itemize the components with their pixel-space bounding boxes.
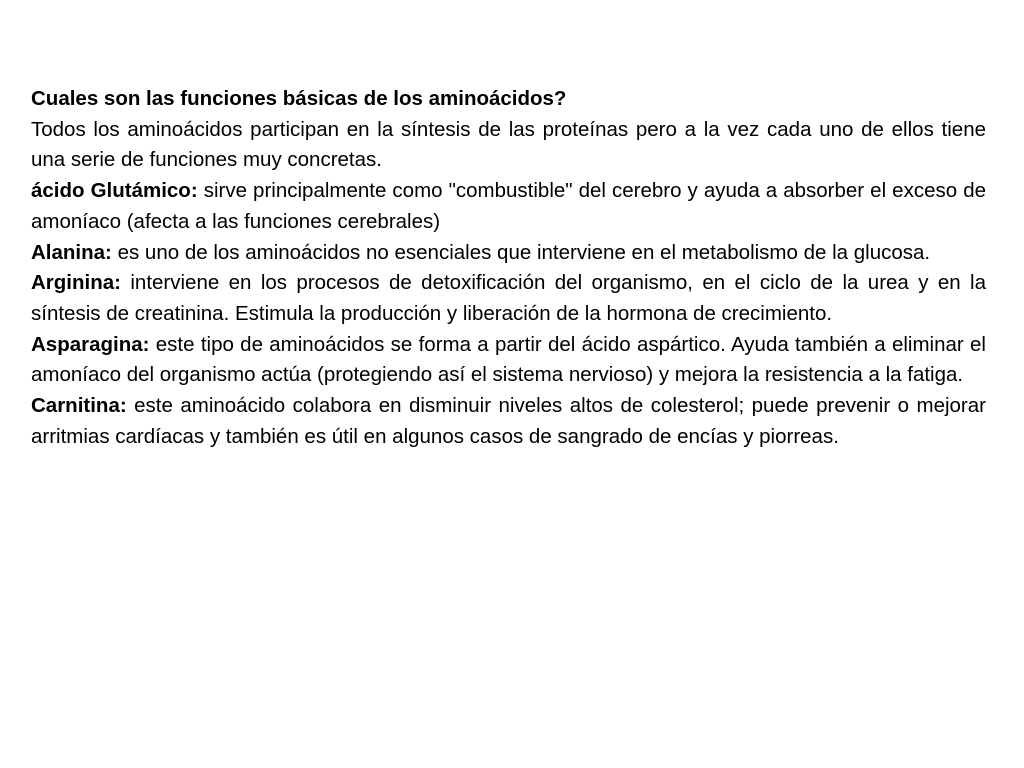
- item-carnitina: [31, 391, 986, 452]
- item-term: Carnitina:: [31, 394, 127, 418]
- item-description: este tipo de aminoácidos se forma a partir del ácido aspártico. Ayuda también a eliminar el amoníaco del organismo actúa (protegiendo así el sistema nervioso) y mejora la resistencia a la fatiga.: [31, 332, 986, 387]
- item-description: este aminoácido colabora en disminuir niveles altos de colesterol; puede prevenir o mejorar arritmias cardíacas y también es útil en algunos casos de sangrado de encías y piorreas.: [31, 394, 986, 448]
- item-term: ácido Glutámico:: [31, 179, 198, 203]
- item-term: Alanina:: [31, 240, 112, 264]
- item-description: es uno de los aminoácidos no esenciales que interviene en el metabolismo de la glucosa.: [111, 240, 931, 264]
- item-description: sirve principalmente como "combustible" del cerebro y ayuda a absorber el exceso de amoníaco (afecta a las funciones cerebrales): [31, 179, 986, 233]
- item-arginina: [31, 268, 986, 329]
- item-alanina: [31, 238, 986, 269]
- text-body: [31, 84, 986, 452]
- item-term: Arginina:: [31, 271, 121, 295]
- intro-paragraph: Todos los aminoácidos participan en la síntesis de las proteínas pero a la vez cada uno de ellos tiene una serie de funciones muy concretas.: [31, 117, 986, 172]
- item-description: interviene en los procesos de detoxificación del organismo, en el ciclo de la urea y en la síntesis de creatinina. Estimula la producción y liberación de la hormona de crecimiento.: [31, 271, 986, 325]
- item-asparagina: [31, 330, 986, 391]
- item-term: Asparagina:: [31, 332, 150, 356]
- heading: Cuales son las funciones básicas de los aminoácidos?: [31, 87, 567, 110]
- item-acido-glutamico: [31, 176, 986, 237]
